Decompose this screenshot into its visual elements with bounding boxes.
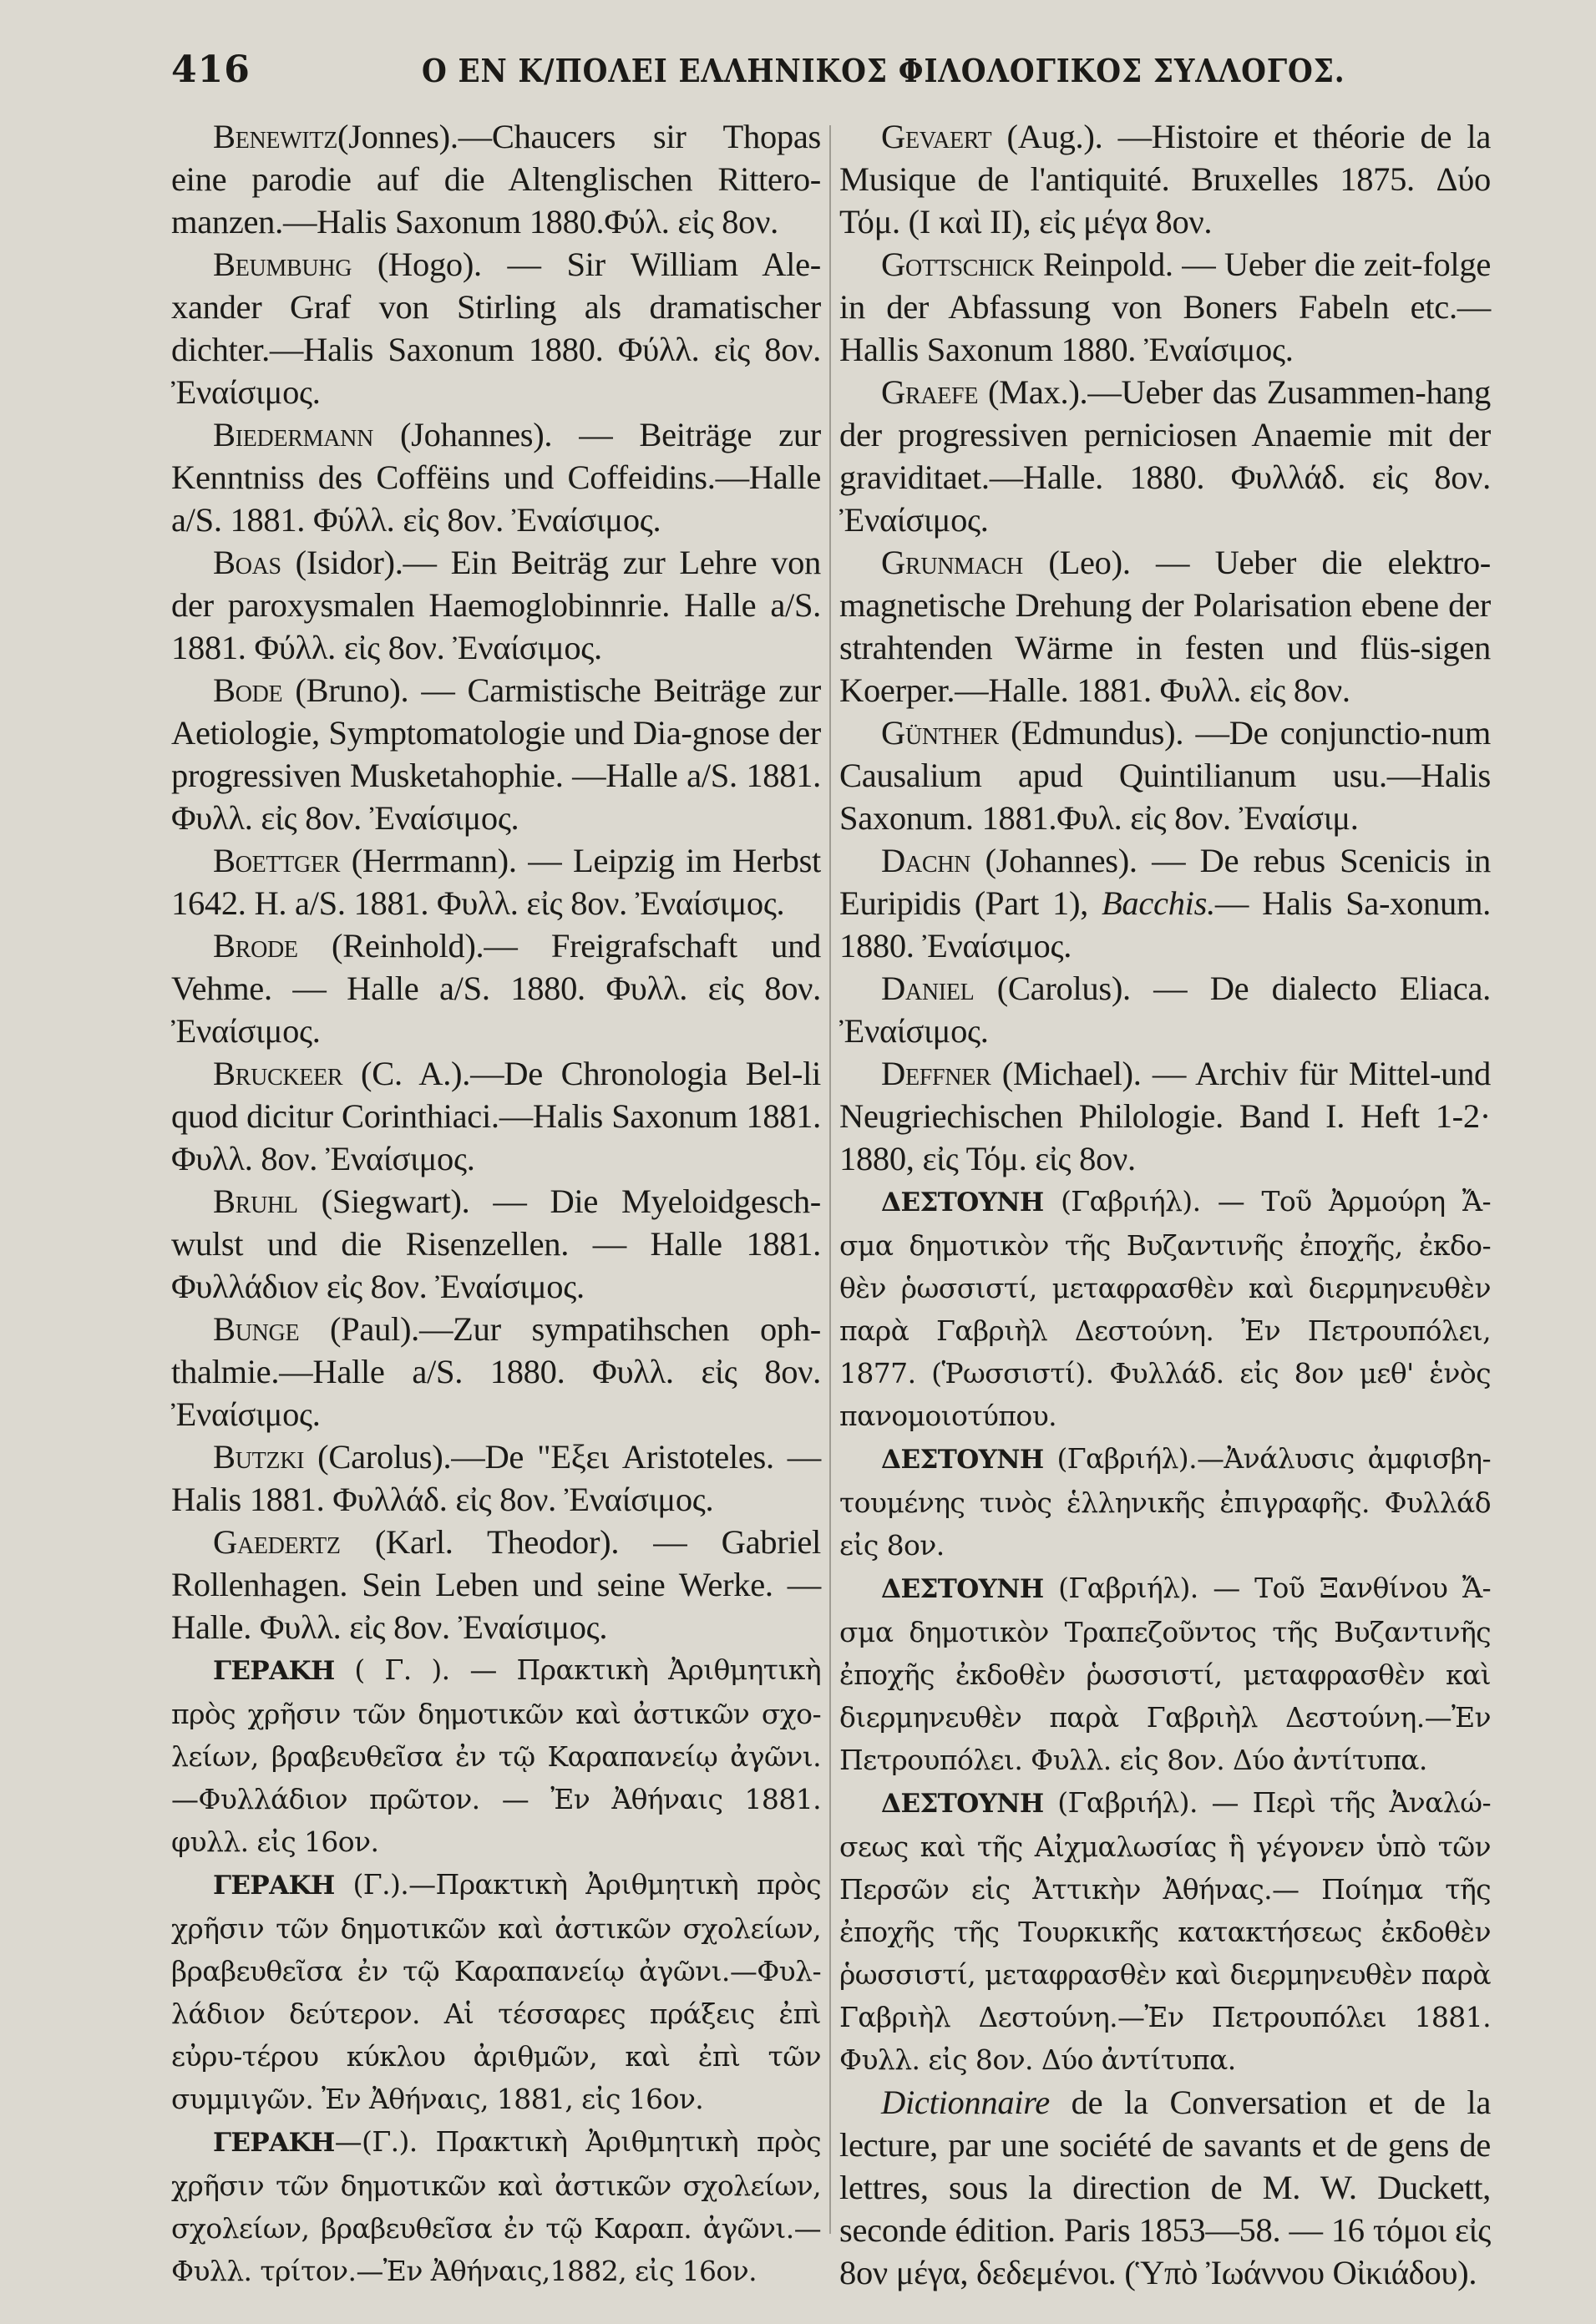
entry-text: —(Γ.). Πρακτικὴ Ἀριθμητικὴ πρὸς χρῆσιν τῶν δημοτικῶν καὶ ἀστικῶν σχολείων, σχολείων, βραβευθεῖσα ἐν τῷ Καραπ. ἀγῶνι.— Φυλλ. τρίτον.—Ἐν Ἀθήναις,1882, εἰς 16ον. (171, 2125, 821, 2287)
bibliography-entry (171, 839, 821, 924)
right-column (839, 115, 1491, 2294)
author-name: ΔΕΣΤΟΥΝΗ (881, 1574, 1044, 1604)
author-name: Gaedertz (213, 1523, 341, 1561)
bibliography-entry (171, 541, 821, 669)
bibliography-entry (171, 1648, 821, 1863)
entry-text: (Γαβριήλ). — Τοῦ Ἀρμούρη Ἄ-σμα δημοτικὸν τῆς Βυζαντινῆς ἐποχῆς, ἐκδο-θὲν ῥωσσιστί, μεταφρασθὲν καὶ διερμηνευθὲν παρὰ Γαβριὴλ Δεστούνη. Ἐν Πετρουπόλει, 1877. (Ῥωσσιστί). Φυλλάδ. εἰς 8ον μεθ' ἑνὸς πανομοιοτύπου. (839, 1185, 1491, 1432)
entry-text: (Carolus). — De dialecto Eliaca. Ἐναίσιμος. (839, 970, 1491, 1050)
entry-title-italic: Dictionnaire (881, 2083, 1050, 2121)
entry-text: (C. A.).—De Chronologia Bel-li quod dicitur Corinthiaci.—Halis Saxonum 1881. Φυλλ. 8ον. Ἐναίσιμος. (171, 1055, 821, 1177)
author-name: ΔΕΣΤΟΥΝΗ (881, 1187, 1044, 1218)
author-name: Boettger (213, 842, 341, 879)
entry-text: (Γαβριήλ). — Περὶ τῆς Ἀναλώ-σεως καὶ τῆς Αἰχμαλωσίας ἣ γέγονεν ὑπὸ τῶν Περσῶν εἰς Ἀττικὴν Ἀθήνας.— Ποίημα τῆς ἐποχῆς τῆς Τουρκικῆς κατακτήσεως ἐκδοθὲν ῥωσσιστί, μεταφρασθὲν καὶ διερμηνευθὲν παρὰ Γαβριὴλ Δεστούνη.—Ἐν Πετρουπόλει 1881. Φυλλ. εἰς 8ον. Δύο ἀντίτυπα. (839, 1786, 1491, 2076)
entry-text: (Paul).—Zur sympatihschen oph-thalmie.—Halle a/S. 1880. Φυλλ. εἰς 8ον. Ἐναίσιμος. (171, 1310, 821, 1433)
author-name: Günther (881, 714, 999, 752)
entry-text: (Carolus).—De "Εξει Aristoteles. —Halis 1881. Φυλλάδ. εἰς 8ον. Ἐναίσιμος. (171, 1438, 821, 1518)
author-name: Butzki (213, 1438, 305, 1476)
bibliography-entry (171, 924, 821, 1052)
column-divider (829, 125, 831, 2234)
entry-title-italic: Bacchis. (1101, 884, 1215, 922)
bibliography-entry (839, 1437, 1491, 1567)
bibliography-entry (839, 371, 1491, 541)
bibliography-entry (171, 1863, 821, 2120)
entry-text: (Leo). — Ueber die elektro-magnetische Drehung der Polarisation ebene der strahtenden Wärme in festen und flüs-sigen Koerper.—Halle. 1881. Φυλλ. εἰς 8ον. (839, 544, 1491, 709)
author-name: Brode (213, 927, 298, 965)
entry-text: (Reinhold).— Freigrafschaft und Vehme. — Halle a/S. 1880. Φυλλ. εἰς 8ον. Ἐναίσιμος. (171, 927, 821, 1050)
bibliography-entry (171, 243, 821, 413)
bibliography-entry (171, 1308, 821, 1435)
author-name: ΔΕΣΤΟΥΝΗ (881, 1789, 1044, 1819)
bibliography-entry (839, 1781, 1491, 2081)
bibliography-entry (171, 115, 821, 243)
author-name: Bode (213, 671, 283, 709)
entry-text: (Γαβριήλ). — Τοῦ Ξανθίνου Ἄ-σμα δημοτικὸν Τραπεζοῦντος τῆς Βυζαντινῆς ἐποχῆς ἐκδοθὲν ῥωσσιστί, μεταφρασθὲν καὶ διερμηνευθὲν παρὰ Γαβριὴλ Δεστούνη.—Ἐν Πετρουπόλει. Φυλλ. εἰς 8ον. Δύο ἀντίτυπα. (839, 1572, 1491, 1776)
entry-text: (Michael). — Archiv für Mittel-und Neugriechischen Philologie. Band I. Heft 1-2· 1880, εἰς Τόμ. εἰς 8ον. (839, 1055, 1491, 1177)
author-name: Graefe (881, 373, 979, 411)
bibliography-entry (839, 967, 1491, 1052)
entry-text: (Siegwart). — Die Myeloidgesch-wulst und die Risenzellen. — Halle 1881. Φυλλάδιον εἰς 8ον. Ἐναίσιμος. (171, 1182, 821, 1305)
bibliography-entry (839, 1567, 1491, 1781)
entry-text: (Isidor).— Ein Beiträg zur Lehre von der paroxysmalen Haemoglobinnrie. Halle a/S. 1881. Φύλλ. εἰς 8ον. Ἐναίσιμος. (171, 544, 821, 666)
bibliography-entry (171, 2120, 821, 2292)
bibliography-entry (839, 115, 1491, 243)
author-name: Gevaert (881, 118, 992, 155)
entry-text: (Max.).—Ueber das Zusammen-hang der progressiven perniciosen Anaemie mit der graviditaet.—Halle. 1880. Φυλλάδ. εἰς 8ον. Ἐναίσιμος. (839, 373, 1491, 539)
entry-text-tail: — Halis Sa-xonum. 1880. Ἐναίσιμος. (839, 884, 1491, 965)
entry-text: (Edmundus). —De conjunctio-num Causalium apud Quintilianum usu.—Halis Saxonum. 1881.Φυλ. εἰς 8ον. Ἐναίσιμ. (839, 714, 1491, 837)
bibliography-entry (171, 1521, 821, 1648)
entry-text-tail: de la Conversation et de la lecture, par une société de savants et de gens de lettres, sous la direction de M. W. Duckett, seconde édition. Paris 1853—58. — 16 τόμοι εἰς 8ον μέγα, δεδεμένοι. (Ὑπὸ Ἰωάννου Οἰκιάδου). (839, 2083, 1491, 2291)
entry-text: ( Γ. ). — Πρακτικὴ Ἀριθμητικὴ πρὸς χρῆσιν τῶν δημοτικῶν καὶ ἀστικῶν σχο-λείων, βραβευθεῖσα ἐν τῷ Καραπανείῳ ἀγῶνι. —Φυλλάδιον πρῶτον. — Ἐν Ἀθήναις 1881. φυλλ. εἰς 16ον. (171, 1653, 821, 1858)
author-name: Beumbuhg (213, 246, 352, 283)
bibliography-entry (839, 1052, 1491, 1180)
author-name: ΓΕΡΑΚΗ (213, 2128, 335, 2158)
bibliography-entry (839, 839, 1491, 967)
entry-text: (Aug.). —Histoire et théorie de la Musique de l'antiquité. Bruxelles 1875. Δύο Τόμ. (I καὶ II), εἰς μέγα 8ον. (839, 118, 1491, 241)
author-name: Deffner (881, 1055, 991, 1092)
page-header (171, 48, 1491, 99)
entry-text: (Bruno). — Carmistische Beiträge zur Aetiologie, Symptomatologie und Dia-gnose der progressiven Musketahophie. —Halle a/S. 1881. Φυλλ. εἰς 8ον. Ἐναίσιμος. (171, 671, 821, 837)
bibliography-entry (171, 669, 821, 839)
author-name: Dachn (881, 842, 971, 879)
author-name: Benewitz (213, 118, 337, 155)
bibliography-entry (171, 1435, 821, 1521)
bibliography-entry (171, 413, 821, 541)
author-name: Bruhl (213, 1182, 298, 1220)
entry-text: (Johannes). — De rebus Scenicis in Euripidis (Part 1), (839, 842, 1491, 922)
bibliography-entry (171, 1180, 821, 1308)
entry-text: (Herrmann). — Leipzig im Herbst 1642. H. a/S. 1881. Φυλλ. εἰς 8ον. Ἐναίσιμος. (171, 842, 821, 922)
running-title: Ο ΕΝ Κ/ΠΟΛΕΙ ΕΛΛΗΝΙΚΟΣ ΦΙΛΟΛΟΓΙΚΟΣ ΣΥΛΛΟΓΟΣ. (422, 52, 1345, 89)
bibliography-entry (839, 243, 1491, 371)
author-name: ΓΕΡΑΚΗ (213, 1871, 335, 1901)
entry-text: (Hogo). — Sir William Ale-xander Graf von Stirling als dramatischer dichter.—Halis Saxonum 1880. Φύλλ. εἰς 8ον. Ἐναίσιμος. (171, 246, 821, 411)
bibliography-entry (171, 1052, 821, 1180)
entry-text: (Karl. Theodor). — Gabriel Rollenhagen. Sein Leben und seine Werke. —Halle. Φυλλ. εἰς 8ον. Ἐναίσιμος. (171, 1523, 821, 1646)
author-name: Gottschick (881, 246, 1035, 283)
entry-text: (Γαβριήλ).—Ἀνάλυσις ἀμφισβη-τουμένης τινὸς ἑλληνικῆς ἐπιγραφῆς. Φυλλάδ εἰς 8ον. (839, 1442, 1491, 1562)
page-number: 416 (171, 48, 251, 91)
author-name: Bunge (213, 1310, 300, 1348)
author-name: ΓΕΡΑΚΗ (213, 1656, 335, 1686)
author-name: ΔΕΣΤΟΥΝΗ (881, 1445, 1044, 1475)
bibliography-entry (839, 1180, 1491, 1437)
author-name: Grunmach (881, 544, 1023, 581)
entry-text: (Johannes). — Beiträge zur Kenntniss des Coffëins und Coffeidins.—Halle a/S. 1881. Φύλλ. εἰς 8ον. Ἐναίσιμος. (171, 416, 821, 539)
entry-text: (Γ.).—Πρακτικὴ Ἀριθμητικὴ πρὸς χρῆσιν τῶν δημοτικῶν καὶ ἀστικῶν σχολείων, βραβευθεῖσα ἐν τῷ Καραπανείῳ ἀγῶνι.—Φυλ-λάδιον δεύτερον. Αἱ τέσσαρες πράξεις ἐπὶ εὐρυ-τέρου κύκλου ἀριθμῶν, καὶ ἐπὶ τῶν συμμιγῶν. Ἐν Ἀθήναις, 1881, εἰς 16ον. (171, 1868, 821, 2115)
author-name: Biedermann (213, 416, 373, 453)
author-name: Boas (213, 544, 281, 581)
author-name: Bruckeer (213, 1055, 343, 1092)
bibliography-entry (839, 711, 1491, 839)
left-column (171, 115, 821, 2292)
bibliography-entry (839, 541, 1491, 711)
entry-text: Reinpold. — Ueber die zeit-folge in der Abfassung von Boners Fabeln etc.—Hallis Saxonum 1880. Ἐναίσιμος. (839, 246, 1491, 368)
bibliography-entry (839, 2081, 1491, 2294)
entry-text: (Jonnes).—Chaucers sir Thopas eine parodie auf die Altenglischen Rittero-manzen.—Halis Saxonum 1880.Φύλ. εἰς 8ον. (171, 118, 821, 241)
author-name: Daniel (881, 970, 975, 1007)
